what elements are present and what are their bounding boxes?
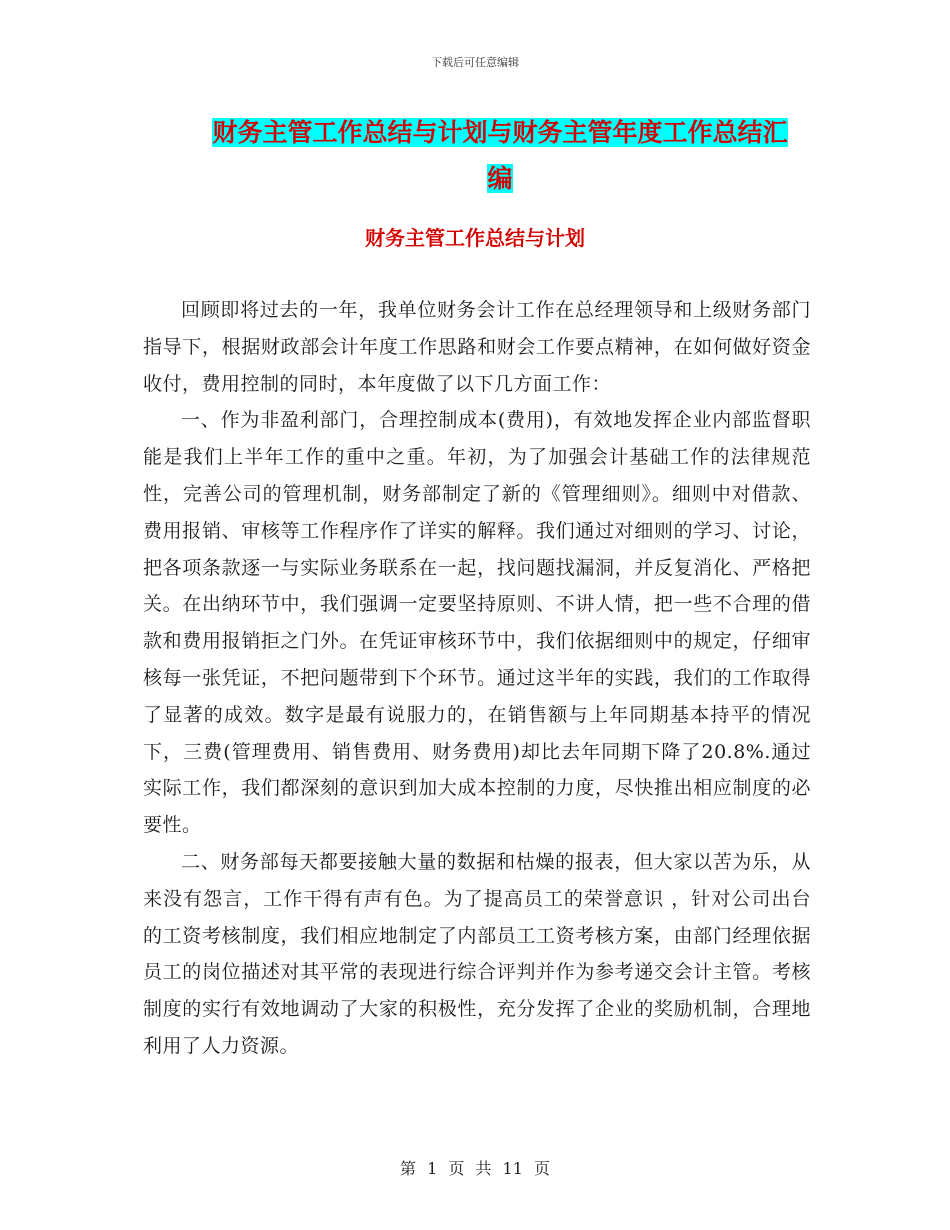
document-title [190,110,810,202]
document-title-line-1: 财务主管工作总结与计划与财务主管年度工作总结汇 [212,118,788,147]
section-title: 财务主管工作总结与计划 [365,226,585,250]
paragraph-intro: 回顾即将过去的一年，我单位财务会计工作在总经理领导和上级财务部门指导下，根据财政部会计年度工作思路和财会工作要点精神，在如何做好资金收付，费用控制的同时，本年度做了以下几方面工作： [143,299,811,395]
document-body [143,292,811,1065]
page-footer: 第 1 页 共 11 页 [400,1159,550,1178]
paragraph-staff-evaluation: 二、财务部每天都要接触大量的数据和枯燥的报表，但大家以苦为乐，从来没有怨言，工作干得有声有色。为了提高员工的荣誉意识 ，针对公司出台的工资考核制度，我们相应地制定了内部员工工资考核方案，由部门经理依据员工的岗位描述对其平常的表现进行综合评判并作为参考递交会计主管。考核制度的实行有效地调动了大家的积极性，充分发挥了企业的奖励机制，合理地利用了人力资源。 [143,850,811,1057]
header-note: 下载后可任意编辑 [431,56,519,69]
paragraph-cost-control: 一、作为非盈利部门，合理控制成本(费用)，有效地发挥企业内部监督职能是我们上半年工作的重中之重。年初，为了加强会计基础工作的法律规范性，完善公司的管理机制，财务部制定了新的《管理细则》。细则中对借款、费用报销、审核等工作程序作了详实的解释。我们通过对细则的学习、讨论，把各项条款逐一与实际业务联系在一起，找问题找漏洞，并反复消化、严格把关。在出纳环节中，我们强调一定要坚持原则、不讲人情，把一些不合理的借款和费用报销拒之门外。在凭证审核环节中，我们依据细则中的规定，仔细审核每一张凭证，不把问题带到下个环节。通过这半年的实践，我们的工作取得了显著的成效。数字是最有说服力的，在销售额与上年同期基本持平的情况下，三费(管理费用、销售费用、财务费用)却比去年同期下降了20.8%.通过实际工作，我们都深刻的意识到加大成本控制的力度，尽快推出相应制度的必要性。 [143,409,811,837]
document-title-line-2: 编 [487,164,513,193]
